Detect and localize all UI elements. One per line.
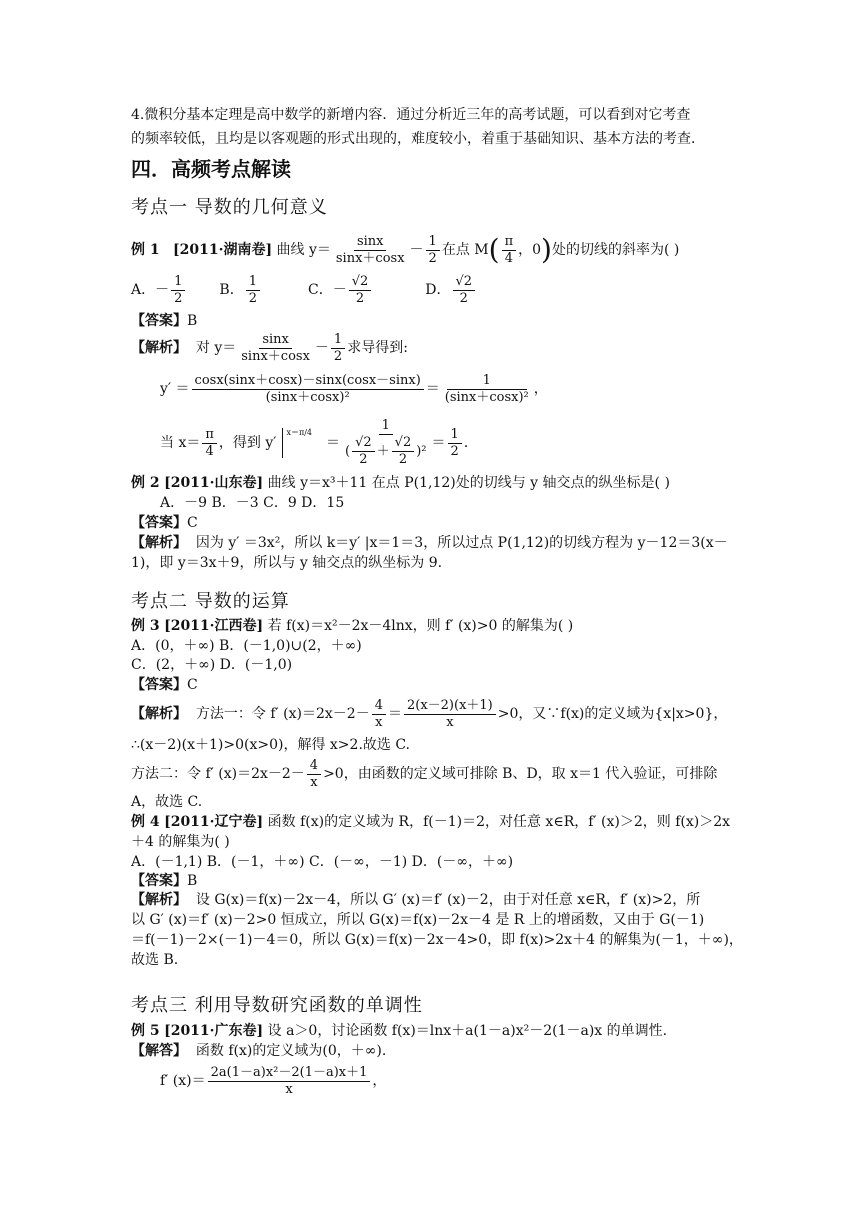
example-4-analysis-3: ＝f(－1)－2×(－1)－4＝0，所以 G(x)＝f(x)－2x－4>0，即 f(x)>2x＋4 的解集为(－1，＋∞)， [131,932,743,948]
example-source: [2011·湖南卷] [172,242,273,258]
denominator: 2 [428,250,437,266]
example-3-stem [131,617,573,635]
example-1-options [131,273,477,307]
minus-sign: － [409,242,424,258]
fraction [349,274,372,307]
denominator: 4 [504,250,513,266]
comma: ， [372,1073,387,1089]
stem-text: 曲线 y＝ [276,242,331,258]
numerator: π [202,427,217,444]
denominator: sinx＋cosx [241,348,310,364]
denominator: x [446,714,454,730]
fraction [392,435,415,468]
fraction [502,234,517,267]
analysis-text: >0，又∵f(x)的定义域为{x|x>0}， [497,706,728,722]
fraction [246,274,260,307]
evaluation-subscript: x＝π/4 [286,428,313,437]
fraction [404,698,496,731]
denominator: (sinx＋cosx)² [265,389,350,405]
fraction [171,274,185,307]
analysis-label: 【解析】 [131,535,187,551]
denominator: x [285,1081,293,1097]
topic-1-title: 考点一 导数的几何意义 [131,197,328,218]
fraction [202,427,217,460]
fraction [442,373,532,406]
topic-3-title: 考点三 利用导数研究函数的单调性 [131,995,423,1016]
example-source: [2011·江西卷] [164,618,264,634]
numerator: √2 [349,274,372,291]
numerator: 1 [447,373,527,390]
answer-label: 【答案】 [131,873,187,889]
example-3-method-2 [131,756,717,792]
minus-sign: － [314,340,329,356]
numerator: 2a(1－a)x²－2(1－a)x＋1 [208,1065,371,1082]
evaluation-bar [282,428,283,458]
denominator: x [310,774,318,790]
denominator: 2 [450,443,459,459]
example-2-analysis [131,534,728,552]
numerator: sinx [259,332,292,349]
example-5-derivative [160,1062,386,1100]
option-c: C．－ [307,282,347,298]
example-3-method-2-cont: A，故选 C. [131,794,203,810]
fraction [208,1065,371,1098]
derivative-lhs: y′ ＝ [160,381,190,397]
solution-text: 函数 f(x)的定义域为(0，＋∞). [195,1043,387,1059]
denominator: 2 [174,290,183,306]
analysis-text: 对 y＝ [195,340,237,356]
fraction [331,332,345,365]
point-coord: ，0 [518,242,542,258]
denominator: ( $\frac{√2}{2}$ ＋ $\frac{√2}{2}$ )² [345,435,427,467]
denominator: 2 [398,452,408,467]
derivative-line [160,372,548,406]
analysis-text: 方法二：令 f′ (x)＝2x－2－ [131,766,305,782]
example-4-answer [131,872,197,890]
fraction [307,758,321,791]
numerator: √2 [453,274,476,291]
denominator: 2 [459,290,468,306]
example-4-analysis-2: 以 G′ (x)＝f′ (x)－2>0 恒成立，所以 G(x)＝f(x)－2x－4 是 R 上的增函数，又由于 G(－1) [131,912,705,928]
answer-label: 【答案】 [131,313,187,329]
analysis-text: 方法一：令 f′ (x)＝2x－2－ [195,706,370,722]
fraction [453,274,476,307]
denominator: 2 [359,452,368,467]
intro-line-1: 4.微积分基本定理是高中数学的新增内容．通过分析近三年的高考试题，可以看到对它考查 [131,107,691,123]
numerator: √2 [392,435,415,452]
example-1-answer [131,312,197,330]
analysis-label: 【解析】 [131,706,187,722]
numerator: 4 [372,698,386,715]
intro-line-2: 的频率较低，且均是以客观题的形式出现的，难度较小，着重于基础知识、基本方法的考查． [131,131,705,147]
example-3-method-1 [131,696,727,732]
evaluation-text: ，得到 y′ [218,435,277,451]
numerator: 1 [426,234,440,251]
numerator: √2 [352,435,375,452]
example-label: 例 3 [131,618,160,634]
example-2-options: A．－9 B．－3 C．9 D．15 [160,495,345,511]
fraction [448,427,462,460]
numerator: 1 [171,274,185,291]
analysis-text: 求导得到: [347,340,408,356]
example-3-options-2: C．(2，＋∞) D．(－1,0) [131,657,293,673]
example-source: [2011·山东卷] [164,475,264,491]
answer-label: 【答案】 [131,677,187,693]
analysis-text: 设 G(x)＝f(x)－2x－4，所以 G′ (x)＝f′ (x)－2，由于对任意 x∈R，f′ (x)>2，所 [195,892,701,908]
fraction [372,698,386,731]
example-source: [2011·广东卷] [164,1023,264,1039]
example-5-stem [131,1022,667,1040]
solution-label: 【解答】 [131,1043,187,1059]
numerator: 1 [379,418,393,435]
stem-text: 曲线 y＝x³＋11 在点 P(1,12)处的切线与 y 轴交点的纵坐标是( ) [267,475,670,491]
topic-2-title: 考点二 导数的运算 [131,591,290,612]
denominator: sinx＋cosx [335,250,405,266]
analysis-label: 【解析】 [131,340,187,356]
numerator: 4 [307,758,321,775]
left-paren: ( [488,233,500,266]
fraction [426,234,440,267]
equals-sign: ＝ [431,435,446,451]
evaluation-line [160,418,478,468]
analysis-text: >0，由函数的定义域可排除 B、D，取 x＝1 代入验证，可排除 [323,766,718,782]
example-4-stem [131,813,730,831]
example-1-stem [131,233,679,267]
example-3-answer [131,676,198,694]
denominator: 2 [333,348,343,364]
example-source: [2011·辽宁卷] [164,814,264,830]
numerator: 1 [246,274,260,291]
numerator: sinx [354,234,387,251]
answer-value: C [187,515,198,531]
stem-text: 处的切线的斜率为( ) [551,242,680,258]
numerator: 1 [331,332,345,349]
option-b: B． [219,282,244,298]
denominator: 4 [205,443,214,459]
derivative-lhs: f′ (x)＝ [160,1073,206,1089]
equals-sign: ＝ [387,706,402,722]
fraction [333,234,408,267]
denominator: x [375,714,383,730]
period: ． [463,435,478,451]
example-4-options: A．(－1,1) B．(－1，＋∞) C．(－∞，－1) D．(－∞，＋∞) [131,854,514,870]
numerator: π [502,234,517,251]
stem-text: 设 a＞0，讨论函数 f(x)＝lnx＋a(1－a)x²－2(1－a)x 的单调性. [267,1023,668,1039]
example-label: 例 4 [131,814,160,830]
example-1-analysis [131,331,408,365]
example-4-stem-cont: ＋4 的解集为( ) [131,834,230,850]
answer-label: 【答案】 [131,515,187,531]
section-title: 四．高频考点解读 [131,157,291,181]
fraction [192,373,424,406]
stem-text: 函数 f(x)的定义域为 R，f(－1)＝2，对任意 x∈R，f′ (x)＞2，则 f(x)＞2x [267,814,731,830]
denominator: 2 [248,290,257,306]
example-5-solution [131,1042,386,1060]
comma: ， [533,381,548,397]
fraction [352,435,375,468]
example-2-stem [131,474,670,492]
denominator: 2 [355,290,365,306]
option-d: D． [425,282,451,298]
fraction [342,418,430,468]
equals-sign: ＝ [326,435,341,451]
example-3-options-1: A．(0，＋∞) B．(－1,0)∪(2，＋∞) [131,638,362,654]
analysis-text: 因为 y′ ＝3x²，所以 k＝y′ |x＝1＝3，所以过点 P(1,12)的切线方程为 y－12＝3(x－ [195,535,728,551]
example-4-analysis-4: 故选 B. [131,952,179,968]
numerator: 2(x－2)(x＋1) [404,698,496,715]
stem-text: 在点 M [441,242,489,258]
answer-value: C [187,677,198,693]
numerator: cosx(sinx＋cosx)－sinx(cosx－sinx) [192,373,424,390]
analysis-label: 【解析】 [131,892,187,908]
example-4-analysis [131,891,700,909]
option-a: A．－ [131,282,170,298]
example-2-answer [131,514,198,532]
numerator: 1 [448,427,462,444]
example-2-analysis-cont: 1)，即 y＝3x＋9，所以与 y 轴交点的纵坐标为 9. [131,555,443,571]
example-label: 例 1 [131,242,160,258]
stem-text: 若 f(x)＝x²－2x－4lnx，则 f′ (x)>0 的解集为( ) [267,618,574,634]
example-3-method-1-cont: ∴(x－2)(x＋1)>0(x>0)，解得 x>2.故选 C. [131,737,411,753]
example-label: 例 2 [131,475,160,491]
right-paren: ) [541,233,552,266]
answer-value: B [187,313,198,329]
answer-value: B [187,873,198,889]
example-label: 例 5 [131,1023,160,1039]
denominator: (sinx＋cosx)² [444,389,529,405]
fraction [238,332,313,365]
equals-sign: ＝ [425,381,440,397]
evaluation-text: 当 x＝ [160,435,201,451]
